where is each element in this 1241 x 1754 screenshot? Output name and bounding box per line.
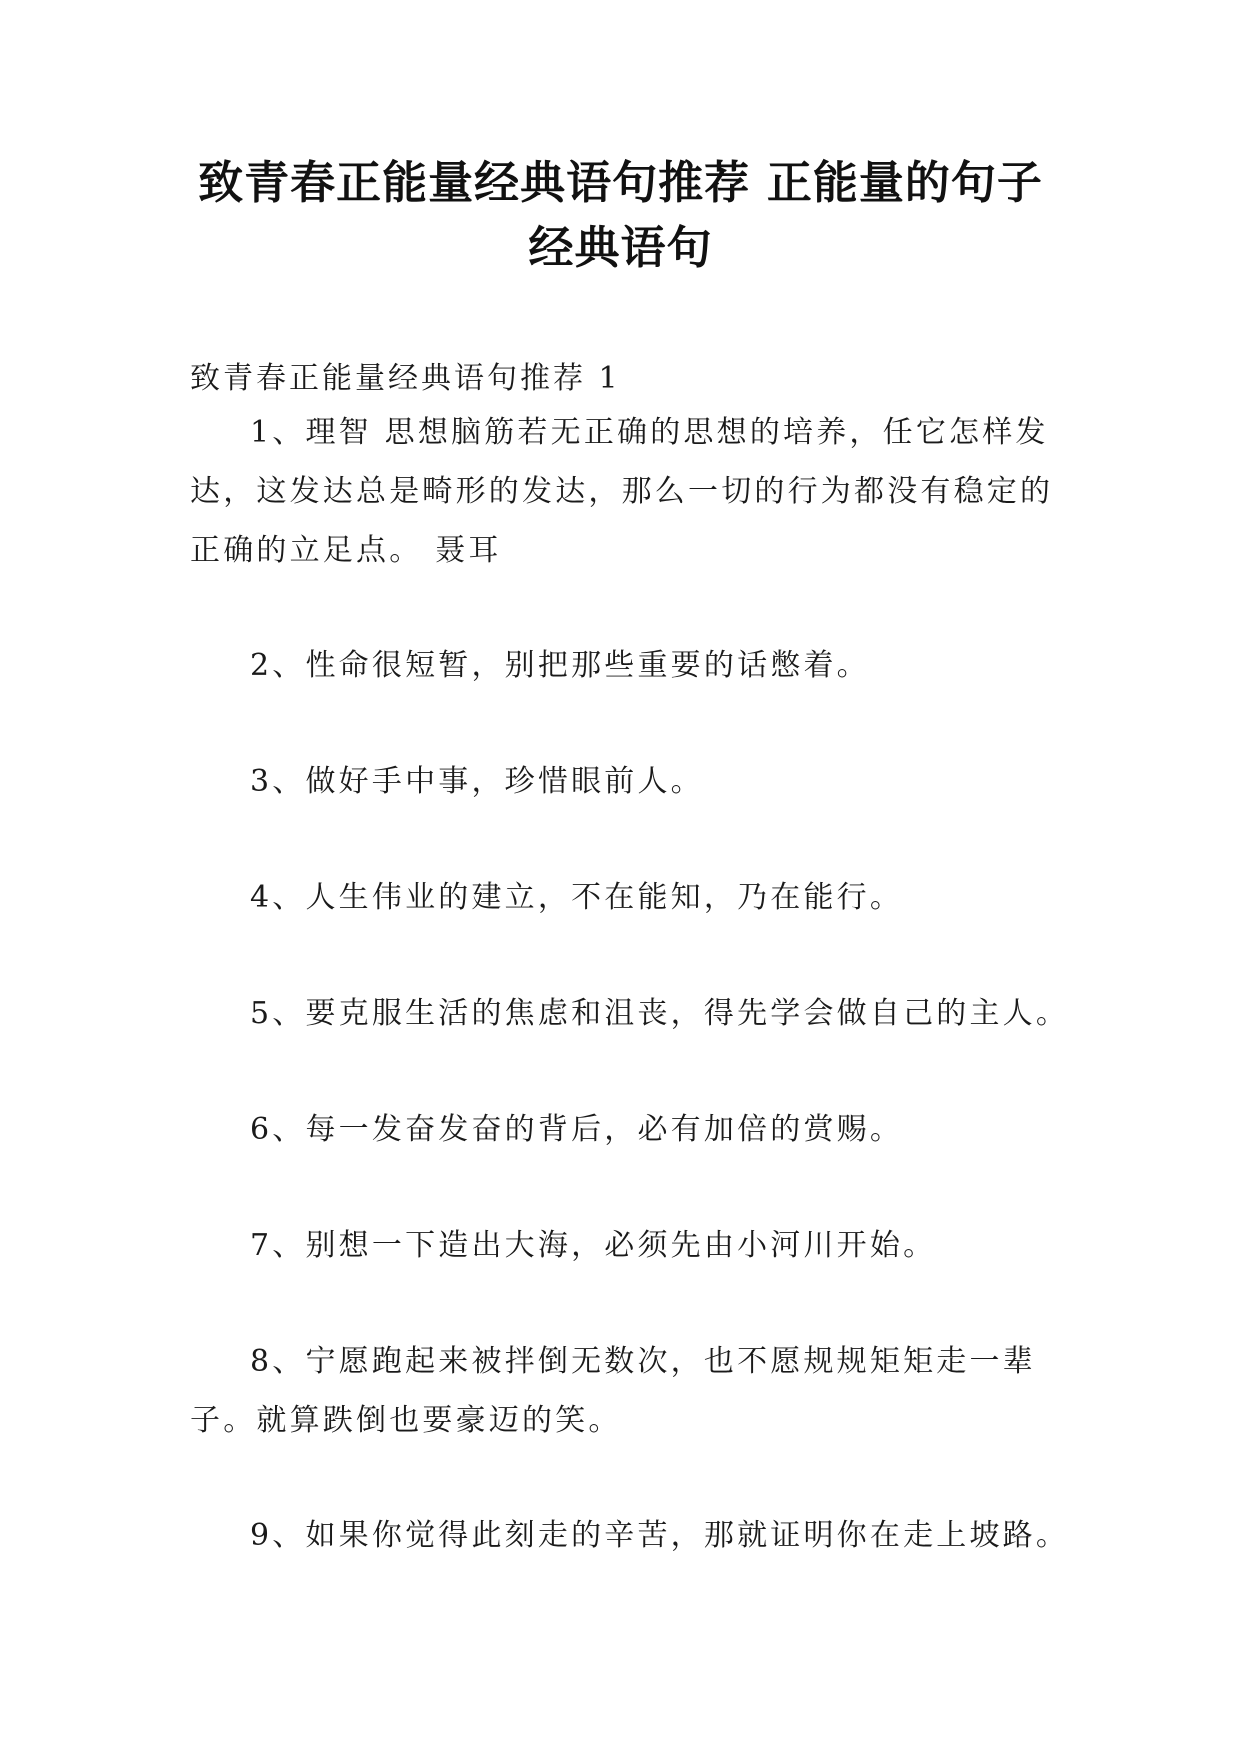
quote-item-8: 8、宁愿跑起来被拌倒无数次，也不愿规规矩矩走一辈子。就算跌倒也要豪迈的笑。 bbox=[190, 1344, 1036, 1438]
quote-item-4: 4、人生伟业的建立，不在能知，乃在能行。 bbox=[250, 880, 904, 915]
section-heading: 致青春正能量经典语句推荐 1 bbox=[190, 361, 621, 396]
title-line-1: 致青春正能量经典语句推荐 正能量的句子 bbox=[198, 156, 1043, 209]
quote-item-3: 3、做好手中事，珍惜眼前人。 bbox=[250, 764, 704, 799]
document-title bbox=[150, 150, 1091, 280]
quote-item-2: 2、性命很短暂，别把那些重要的话憋着。 bbox=[250, 648, 870, 683]
quote-item-6: 6、每一发奋发奋的背后，必有加倍的赏赐。 bbox=[250, 1112, 904, 1147]
quote-item-1: 1、理智 思想脑筋若无正确的思想的培养，任它怎样发达，这发达总是畸形的发达，那么一切的行为都没有稳定的正确的立足点。 聂耳 bbox=[190, 415, 1054, 568]
quote-item-5: 5、要克服生活的焦虑和沮丧，得先学会做自己的主人。 bbox=[250, 996, 1070, 1031]
quote-item-9: 9、如果你觉得此刻走的辛苦，那就证明你在走上坡路。 bbox=[250, 1518, 1070, 1553]
title-line-2: 经典语句 bbox=[528, 221, 713, 274]
quote-item-7: 7、别想一下造出大海，必须先由小河川开始。 bbox=[250, 1228, 937, 1263]
